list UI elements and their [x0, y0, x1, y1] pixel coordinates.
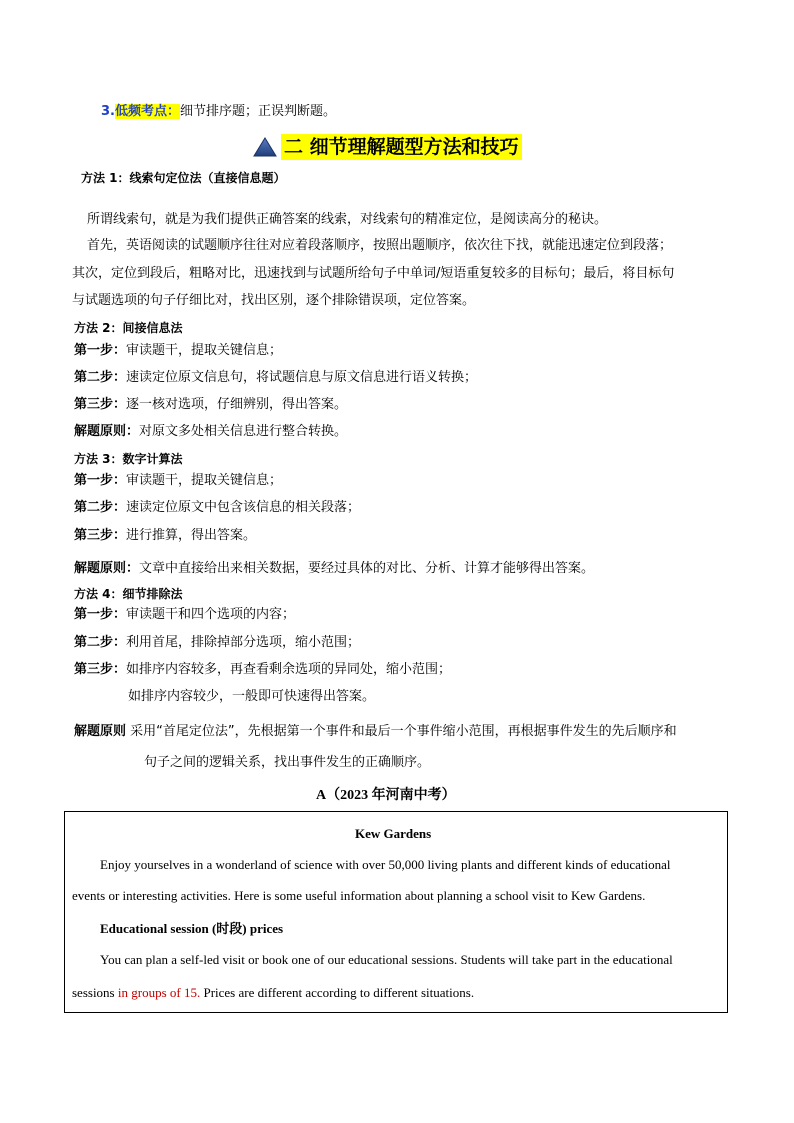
method4-step3: 第三步：如排序内容较多，再查看剩余选项的异同处，缩小范围；	[74, 662, 452, 677]
method4-heading: 方法 4：细节排除法	[74, 587, 183, 601]
method4-step3-cont: 如排序内容较少，一般即可快速得出答案。	[128, 689, 376, 704]
method3-step2: 第二步：速读定位原文中包含该信息的相关段落；	[74, 500, 361, 515]
point3-label: 低频考点：	[114, 104, 180, 119]
point3-line	[101, 103, 336, 121]
passage-p2-line2: sessions in groups of 15. Prices are different according to different situations.	[72, 985, 475, 1000]
passage-label: A（2023 年河南中考）	[316, 788, 456, 803]
method3-principle: 解题原则：文章中直接给出来相关数据，要经过具体的对比、分析、计算才能够得出答案。	[74, 561, 595, 576]
method2-heading: 方法 2：间接信息法	[74, 321, 183, 335]
method2-step3: 第三步：逐一核对选项，仔细辨别，得出答案。	[74, 397, 348, 412]
method2-step2: 第二步：速读定位原文信息句，将试题信息与原文信息进行语义转换；	[74, 370, 478, 385]
method4-step1: 第一步：审读题干和四个选项的内容；	[74, 607, 296, 622]
section-title: 二 细节理解题型方法和技巧	[281, 134, 522, 160]
triangle-icon	[253, 137, 277, 157]
passage-p2-line1: You can plan a self-led visit or book one of our educational sessions. Students will take part in the educational	[100, 952, 673, 967]
passage-p1-line2: events or interesting activities. Here is some useful information about planning a school visit to Kew Gardens.	[72, 888, 646, 903]
method1-para2-line1: 首先，英语阅读的试题顺序往往对应着段落顺序，按照出题顺序，依次往下找，就能迅速定位到段落；	[87, 238, 673, 253]
method1-para2-line3: 与试题选项的句子仔细比对，找出区别，逐个排除错误项，定位答案。	[72, 293, 476, 308]
method3-heading: 方法 3：数字计算法	[74, 452, 183, 466]
passage-subhead: Educational session (时段) prices	[100, 921, 284, 936]
point3-number: 3.	[101, 104, 115, 119]
point3-text: 细节排序题；正误判断题。	[180, 104, 337, 119]
method1-para1: 所谓线索句，就是为我们提供正确答案的线索，对线索句的精准定位，是阅读高分的秘诀。	[87, 212, 608, 227]
method3-step3: 第三步：进行推算，得出答案。	[74, 528, 257, 543]
method4-principle-line2: 句子之间的逻辑关系，找出事件发生的正确顺序。	[144, 755, 431, 770]
method4-principle-line1: 解题原则 采用“首尾定位法”，先根据第一个事件和最后一个事件缩小范围，再根据事件发生的先后顺序和	[74, 724, 677, 739]
method2-principle: 解题原则：对原文多处相关信息进行整合转换。	[74, 424, 348, 439]
method1-para2-line2: 其次，定位到段后，粗略对比，迅速找到与试题所给句子中单词/短语重复较多的目标句；最后，将目标句	[72, 266, 675, 281]
section-heading	[253, 133, 522, 161]
passage-p1-line1: Enjoy yourselves in a wonderland of science with over 50,000 living plants and different kinds of educational	[100, 857, 671, 872]
passage-title: Kew Gardens	[355, 826, 432, 841]
method3-step1: 第一步：审读题干，提取关键信息；	[74, 473, 283, 488]
method1-heading: 方法 1：线索句定位法（直接信息题）	[81, 171, 286, 185]
method4-step2: 第二步：利用首尾，排除掉部分选项，缩小范围；	[74, 635, 361, 650]
method2-step1: 第一步：审读题干，提取关键信息；	[74, 343, 283, 358]
